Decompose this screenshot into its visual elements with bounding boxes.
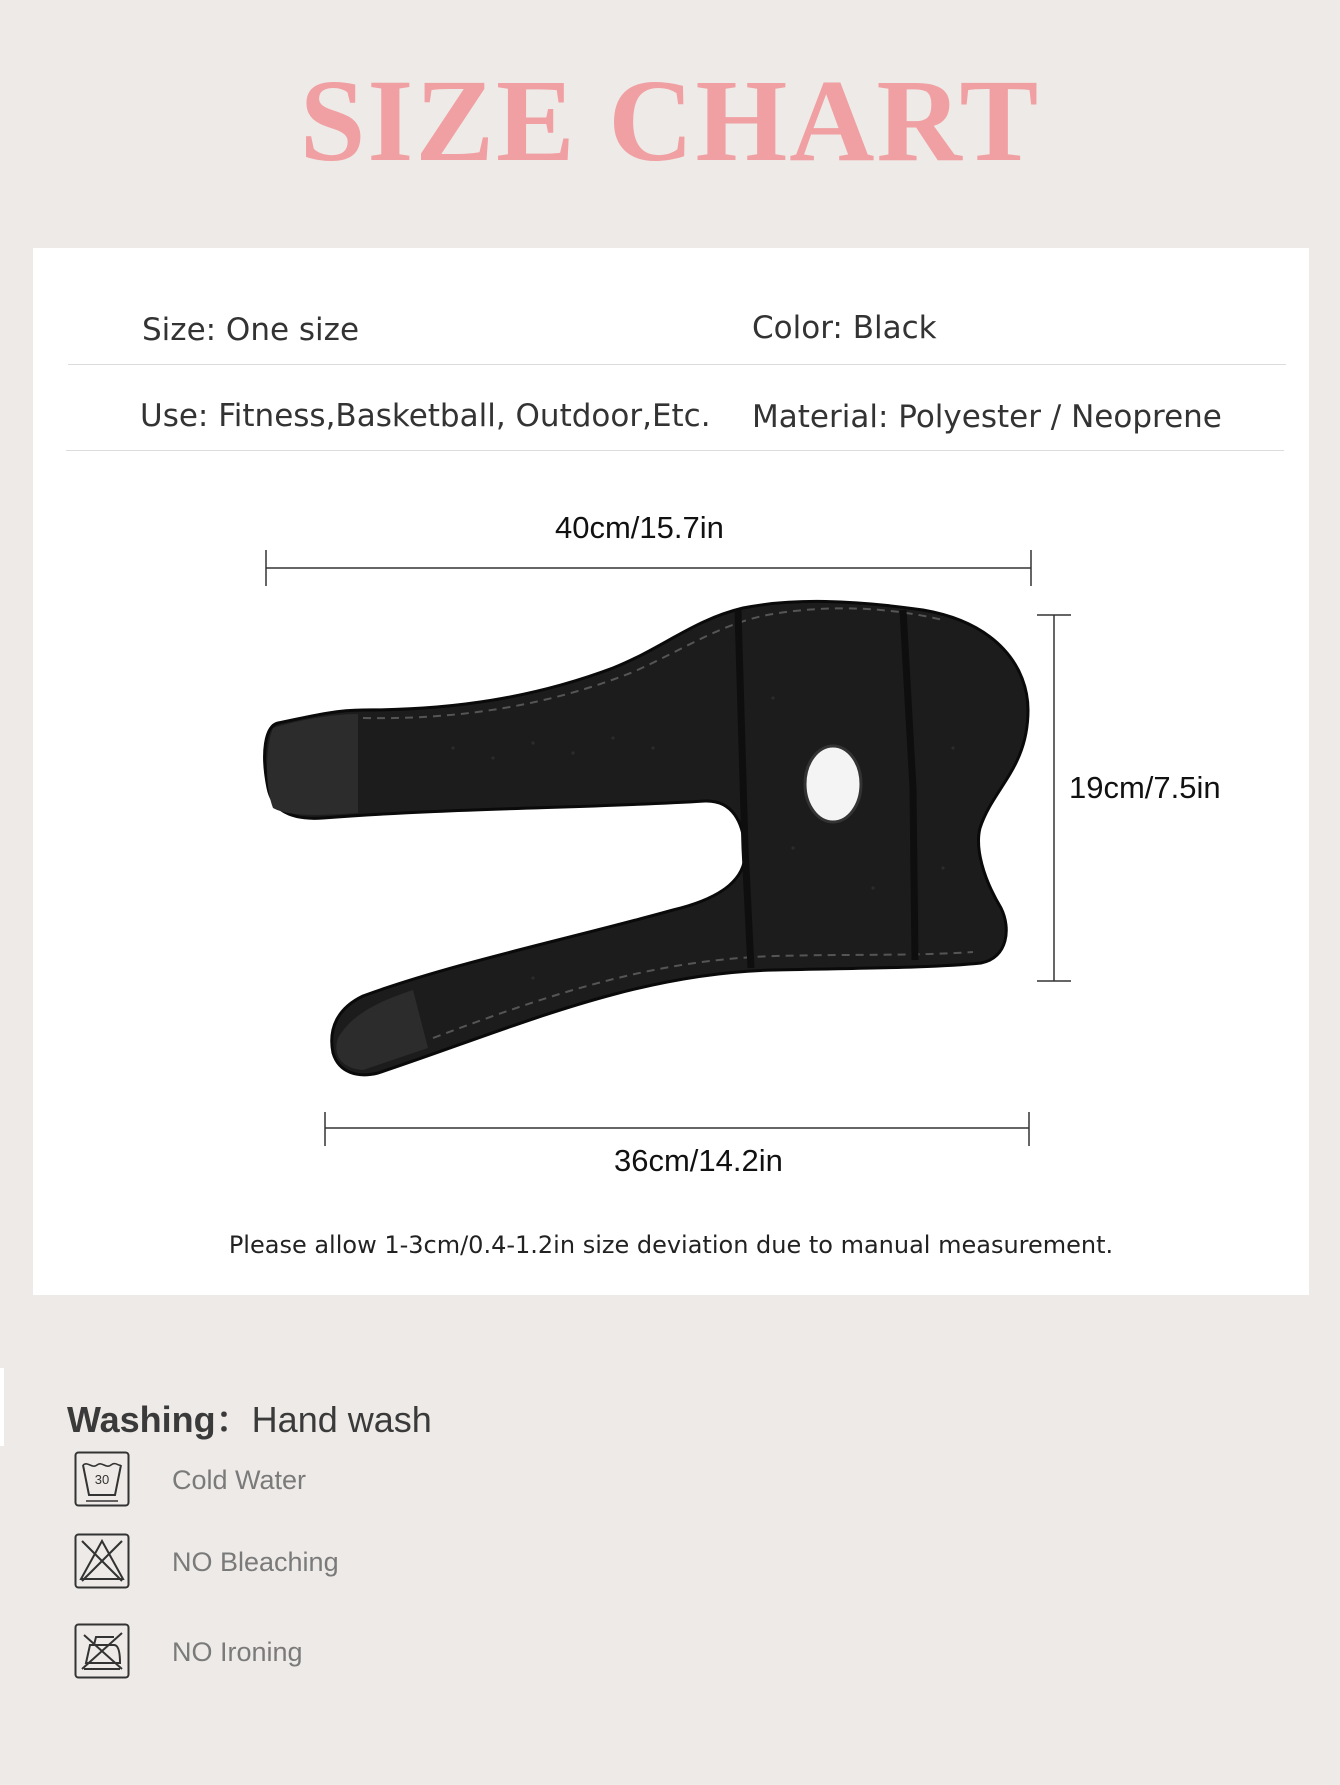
no-bleach-icon: [74, 1533, 130, 1589]
care-label-no-ironing: NO Ironing: [172, 1637, 303, 1667]
top-dimension-line: [266, 550, 1031, 586]
svg-text:30: 30: [94, 1472, 110, 1487]
spec-size: Size: One size: [142, 312, 360, 348]
wash-30-icon: [74, 1451, 130, 1507]
care-label-cold-water: Cold Water: [172, 1465, 307, 1495]
bottom-dimension-line: [325, 1112, 1029, 1146]
washing-method: Hand wash: [251, 1399, 432, 1440]
height-label: 19cm/7.5in: [1069, 770, 1221, 805]
edge-marker: [0, 1368, 4, 1446]
height-dimension-line: [1037, 615, 1071, 981]
no-iron-icon: [74, 1623, 130, 1679]
spec-material: Material: Polyester / Neoprene: [752, 399, 1222, 435]
washing-label: Washing：: [67, 1399, 252, 1440]
knee-brace-image: [265, 601, 1028, 1074]
bottom-width-label: 36cm/14.2in: [614, 1143, 783, 1178]
spec-color: Color: Black: [752, 310, 937, 346]
product-diagram: [33, 248, 1309, 1228]
measurement-note: Please allow 1-3cm/0.4-1.2in size deviation due to manual measurement.: [228, 1231, 1114, 1259]
size-chart-card: [33, 248, 1309, 1295]
washing-heading: [67, 1392, 432, 1443]
care-label-no-bleaching: NO Bleaching: [172, 1547, 339, 1577]
top-width-label: 40cm/15.7in: [555, 510, 724, 545]
page-title: SIZE CHART: [299, 55, 1041, 186]
spec-use: Use: Fitness,Basketball, Outdoor,Etc.: [140, 398, 711, 434]
